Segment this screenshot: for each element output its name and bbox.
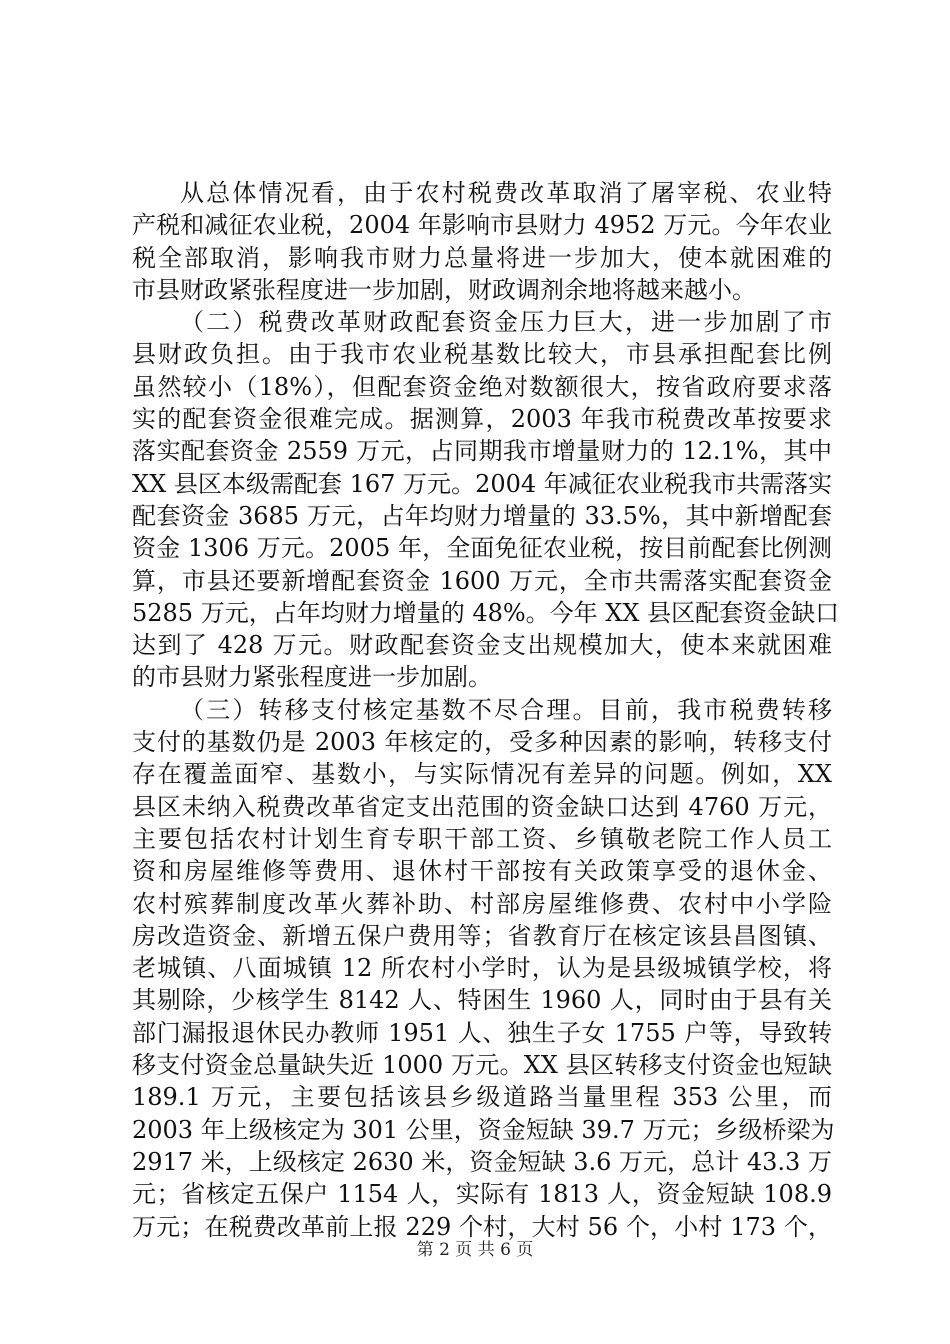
text-line: 达到了 428 万元。财政配套资金支出规模加大，使本来就困难: [132, 631, 832, 660]
text-line: 2003 年上级核定为 301 公里，资金短缺 39.7 万元；乡级桥梁为: [132, 1115, 835, 1144]
body-text: [132, 177, 840, 1243]
text-line: 元；省核定五保户 1154 人，实际有 1813 人，资金短缺 108.9: [132, 1180, 832, 1209]
text-line: 的市县财力紧张程度进一步加剧。: [132, 663, 492, 692]
text-line: 配套资金 3685 万元，占年均财力增量的 33.5%，其中新增配套: [132, 501, 832, 530]
text-line: 县财政负担。由于我市农业税基数比较大，市县承担配套比例: [132, 340, 832, 369]
text-line: 房改造资金、新增五保户费用等；省教育厅在核定该县昌图镇、: [132, 921, 832, 950]
text-line: 部门漏报退休民办教师 1951 人、独生子女 1755 户等，导致转: [132, 1018, 832, 1047]
text-line: 实的配套资金很难完成。据测算，2003 年我市税费改革按要求: [132, 405, 832, 434]
text-line: 农村殡葬制度改革火葬补助、村部房屋维修费、农村中小学险: [132, 889, 832, 918]
text-line: 主要包括农村计划生育专职干部工资、乡镇敬老院工作人员工: [132, 824, 832, 853]
text-line: 算，市县还要新增配套资金 1600 万元，全市共需落实配套资金: [132, 566, 832, 595]
text-line: 落实配套资金 2559 万元，占同期我市增量财力的 12.1%，其中: [132, 437, 832, 466]
text-line: 老城镇、八面城镇 12 所农村小学时，认为是县级城镇学校，将: [132, 954, 832, 983]
text-line: 产税和减征农业税，2004 年影响市县财力 4952 万元。今年农业: [132, 211, 832, 240]
text-line: 189.1 万元，主要包括该县乡级道路当量里程 353 公里，而: [132, 1083, 832, 1112]
text-line: 虽然较小（18%），但配套资金绝对数额很大，按省政府要求落: [132, 372, 832, 401]
text-line: 移支付资金总量缺失近 1000 万元。XX 县区转移支付资金也短缺: [132, 1051, 832, 1080]
text-line: XX 县区本级需配套 167 万元。2004 年减征农业税我市共需落实: [132, 469, 832, 498]
text-line: 从总体情况看，由于农村税费改革取消了屠宰税、农业特: [180, 179, 832, 207]
page-footer: 第 2 页 共 6 页: [416, 1240, 534, 1260]
text-line: 其剔除，少核学生 8142 人、特困生 1960 人，同时由于县有关: [132, 986, 832, 1015]
text-line: 5285 万元，占年均财力增量的 48%。今年 XX 县区配套资金缺口: [132, 598, 840, 627]
text-line: 税全部取消，影响我市财力总量将进一步加大，使本就困难的: [132, 243, 832, 272]
text-line: （三）转移支付核定基数不尽合理。目前，我市税费转移: [180, 695, 832, 724]
text-line: 资和房屋维修等费用、退休村干部按有关政策享受的退休金、: [132, 857, 832, 886]
text-line: 资金 1306 万元。2005 年，全面免征农业税，按目前配套比例测: [132, 534, 832, 563]
text-line: 万元；在税费改革前上报 229 个村，大村 56 个，小村 173 个，: [132, 1212, 832, 1241]
text-line: 2917 米，上级核定 2630 米，资金短缺 3.6 万元，总计 43.3 万: [132, 1147, 832, 1176]
text-line: 市县财政紧张程度进一步加剧，财政调剂余地将越来越小。: [132, 275, 756, 304]
text-line: （二）税费改革财政配套资金压力巨大，进一步加剧了市: [180, 308, 832, 337]
text-line: 支付的基数仍是 2003 年核定的，受多种因素的影响，转移支付: [132, 728, 832, 757]
text-line: 存在覆盖面窄、基数小，与实际情况有差异的问题。例如，XX: [132, 760, 832, 789]
text-line: 县区未纳入税费改革省定支出范围的资金缺口达到 4760 万元，: [132, 792, 832, 821]
